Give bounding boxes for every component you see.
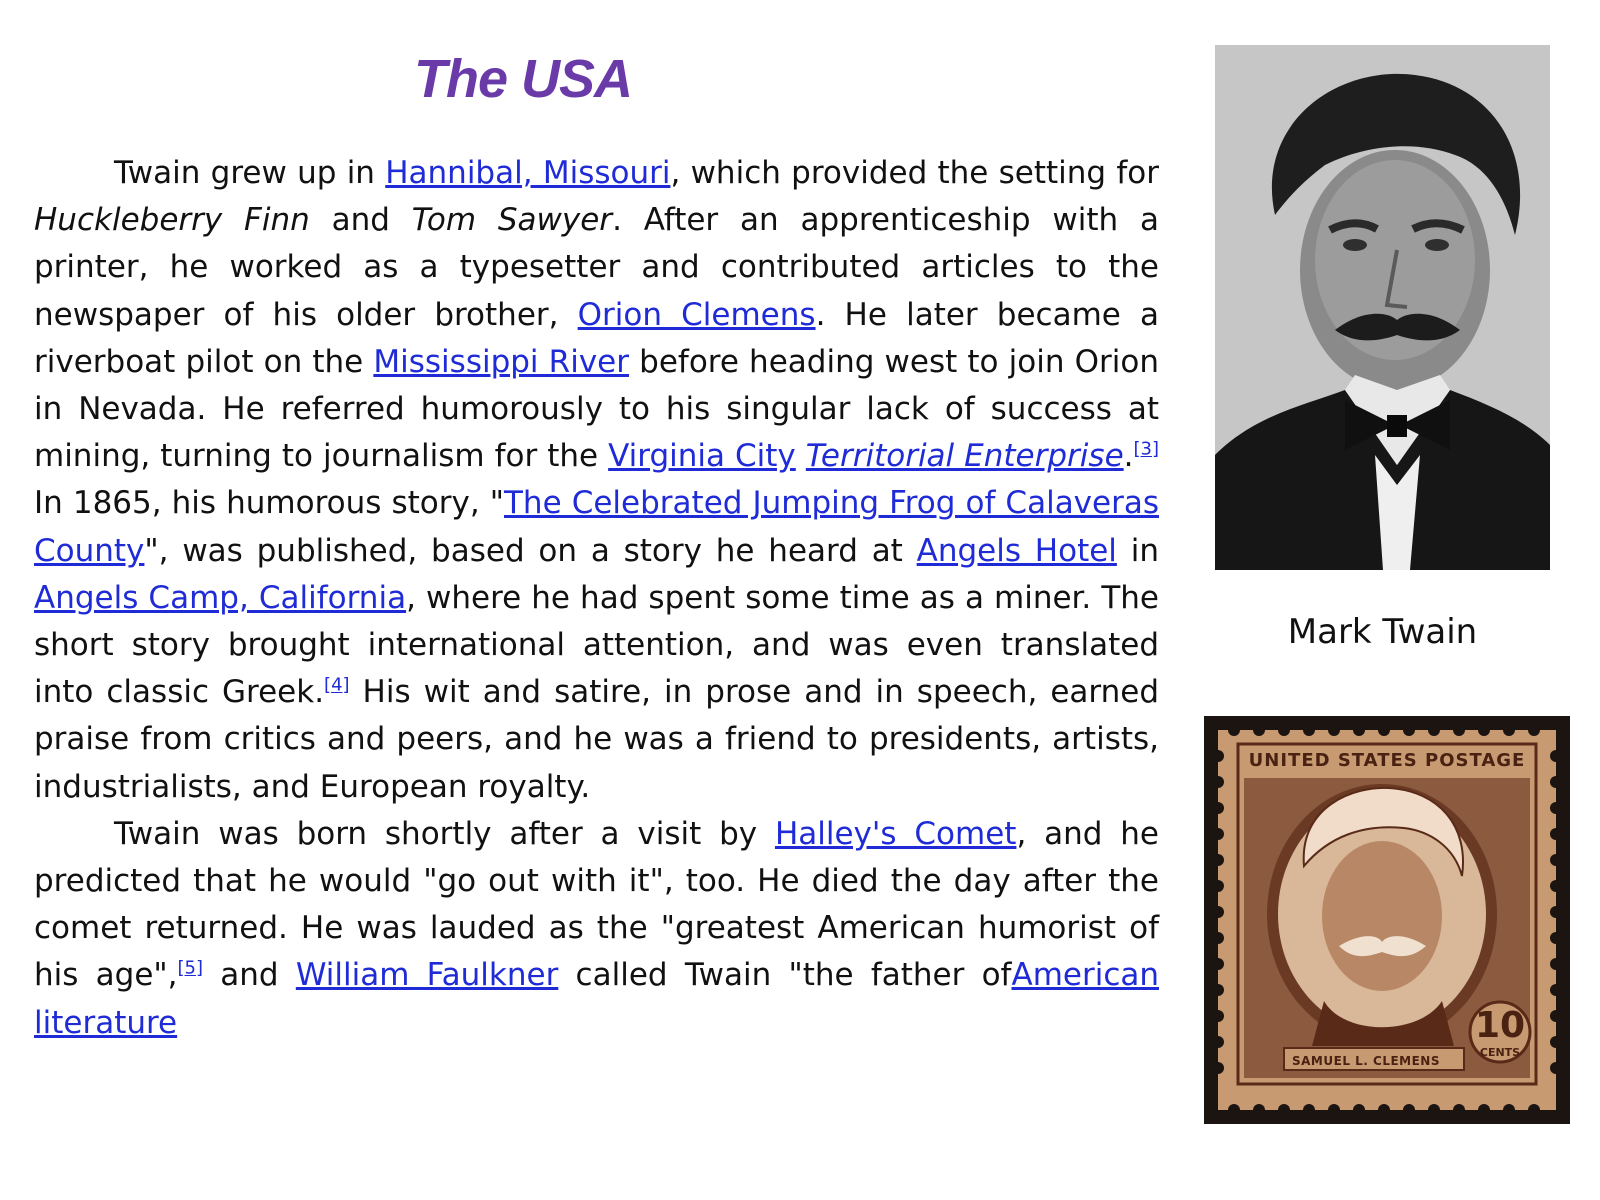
citation-link-5[interactable]: [5] bbox=[177, 958, 204, 980]
link-halleys-comet[interactable]: Halley's Comet bbox=[774, 815, 1017, 852]
stamp-header-text: UNITED STATES POSTAGE bbox=[1248, 750, 1526, 771]
link-hannibal-missouri[interactable]: Hannibal, Missouri bbox=[385, 155, 671, 191]
paragraph-2 bbox=[34, 811, 1159, 1047]
link-william-faulkner[interactable]: William Faulkner bbox=[295, 957, 559, 994]
text: and bbox=[203, 957, 296, 994]
text bbox=[796, 438, 806, 474]
text: , where he had spent some time as a miner. The short story brought international attention, and was even translated into classic Greek. bbox=[34, 579, 1160, 711]
link-virginia-city[interactable]: Virginia City bbox=[608, 438, 796, 475]
text: and bbox=[309, 202, 412, 239]
link-orion-clemens[interactable]: Orion Clemens bbox=[577, 296, 816, 333]
book-title-tom-sawyer: Tom Sawyer bbox=[411, 202, 613, 239]
postage-stamp bbox=[1204, 716, 1570, 1124]
portrait-caption: Mark Twain bbox=[1287, 612, 1478, 652]
paragraph-1 bbox=[34, 150, 1159, 811]
text: , which provided the setting for bbox=[670, 155, 1159, 191]
link-angels-hotel[interactable]: Angels Hotel bbox=[916, 532, 1117, 569]
article-body bbox=[34, 150, 1159, 1047]
link-american-literature[interactable]: American literature bbox=[34, 957, 1160, 1041]
stamp-value-text: 10 bbox=[1474, 1005, 1526, 1046]
link-angels-camp[interactable]: Angels Camp, California bbox=[34, 579, 407, 616]
text: In 1865, his humorous story, " bbox=[34, 485, 504, 522]
text: before heading west to join Orion in Nevada. He referred humorously to his singular lack of success at mining, turning to journalism for the bbox=[34, 343, 1160, 475]
text: . After an apprenticeship with a printer, he worked as a typesetter and contributed articles to the newspaper of his older brother, bbox=[34, 202, 1159, 333]
citation-link-3[interactable]: [3] bbox=[1133, 438, 1159, 460]
text: Twain grew up in bbox=[114, 155, 386, 191]
text: . He later became a riverboat pilot on the bbox=[34, 296, 1159, 380]
portrait-photo bbox=[1215, 45, 1550, 570]
text: , and he predicted that he would "go out with it", too. He died the day after the comet returned. He was lauded as the "greatest American humorist of his age", bbox=[34, 815, 1159, 994]
portrait-image bbox=[1215, 45, 1550, 570]
link-mississippi-river[interactable]: Mississippi River bbox=[373, 343, 630, 380]
text: in bbox=[1116, 532, 1159, 569]
text: . bbox=[1123, 438, 1134, 475]
link-jumping-frog[interactable]: The Celebrated Jumping Frog of Calaveras County bbox=[34, 485, 1159, 569]
text: called Twain "the father of bbox=[558, 957, 1012, 994]
text: Twain was born shortly after a visit by bbox=[114, 815, 775, 852]
book-title-huckleberry-finn: Huckleberry Finn bbox=[34, 202, 310, 239]
text: His wit and satire, in prose and in speech, earned praise from critics and peers, and he was a friend to presidents, artists, industrialists, and European royalty. bbox=[34, 674, 1159, 805]
stamp-unit-text: CENTS bbox=[1479, 1046, 1521, 1059]
citation-link-4[interactable]: [4] bbox=[324, 674, 350, 696]
stamp-name-text: SAMUEL L. CLEMENS bbox=[1292, 1054, 1440, 1068]
text: ", was published, based on a story he heard at bbox=[144, 532, 917, 569]
link-territorial-enterprise[interactable]: Territorial Enterprise bbox=[805, 438, 1124, 475]
slide-title: The USA bbox=[414, 49, 633, 109]
